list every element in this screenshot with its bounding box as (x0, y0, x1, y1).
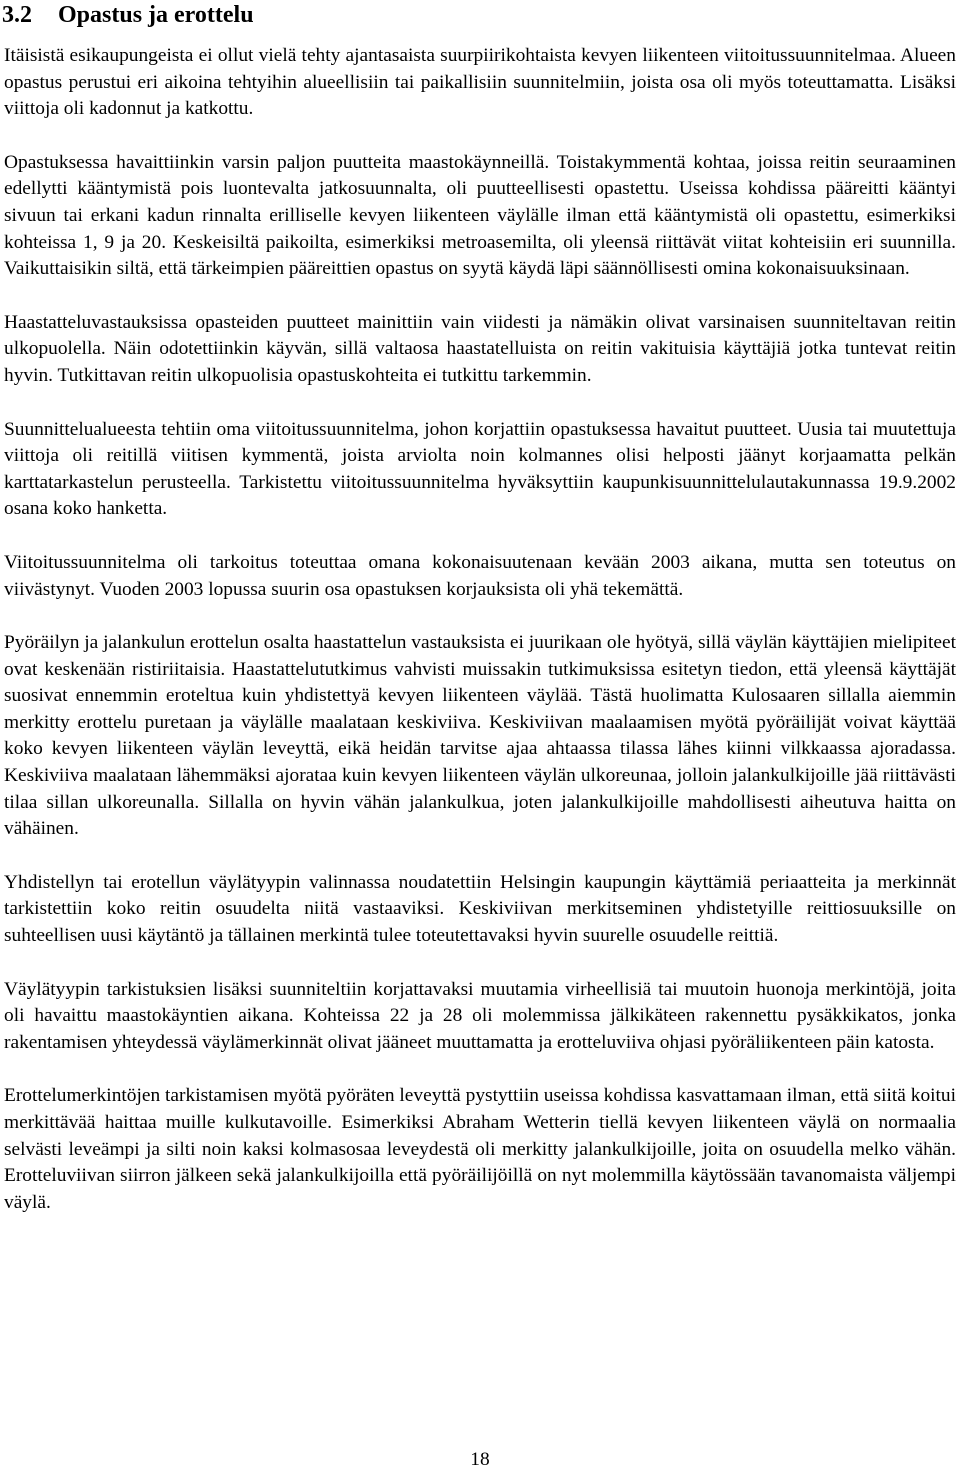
paragraph: Viitoitussuunnitelma oli tarkoitus toteuttaa omana kokonaisuutenaan kevään 2003 aikana, mutta sen toteutus on viivästynyt. Vuoden 2003 lopussa suurin osa opastuksen korjauksista oli yhä tekemättä. (4, 551, 956, 600)
paragraph: Itäisistä esikaupungeista ei ollut vielä tehty ajantasaista suurpiirikohtaista kevyen liikenteen viitoitussuunnitelmaa. Alueen opastus perustui eri aikoina tehtyihin alueellisiin tai paikallisiin suunnitelmiin, joista osa oli myös toteuttamatta. Lisäksi viittoja oli kadonnut ja katkottu. (4, 45, 956, 120)
body-text (4, 43, 956, 1243)
paragraph: Opastuksessa havaittiinkin varsin paljon puutteita maastokäynneillä. Toistakymmentä kohtaa, joissa reitin seuraaminen edellytti kääntymistä pois luontevalta jatkosuunnalta, oli puutteellisesti opastettu. Useissa kohdissa pääreitti kääntyi sivuun tai erkani kadun rinnalta erilliselle kevyen liikenteen väylälle ilman että kääntymistä oli opastettu, esimerkiksi kohteissa 1, 9 ja 20. Keskeisiltä paikoilta, esimerkiksi metroasemilta, oli yleensä riittävät viitat kohteisiin eri suunnilla. Vaikuttaisikin siltä, että tärkeimpien pääreittien opastus on syytä käydä läpi säännöllisesti omina kokonaisuuksinaan. (4, 151, 956, 280)
paragraph: Yhdistellyn tai erotellun väylätyypin valinnassa noudatettiin Helsingin kaupungin käyttämiä periaatteita ja merkinnät tarkistettiin koko reitin osuudelta niitä vastaaviksi. Keskiviivan merkitseminen yhdistetyille reittiosuuksille on suhteellisen uusi käytäntö ja tällainen merkintä tulee toteutettavaksi hyvin suurelle osuudelle reittiä. (4, 871, 956, 947)
page-number: 18 (470, 1449, 490, 1470)
paragraph: Väylätyypin tarkistuksien lisäksi suunniteltiin korjattavaksi muutamia virheellisiä tai muutoin huonoja merkintöjä, joita oli havaittu maastokäyntien aikana. Kohteissa 22 ja 28 oli molemmissa jälkikäteen rakennettu pysäkkikatos, jonka rakentamisen yhteydessä väylämerkinnät olivat jääneet muuttamatta ja erotteluviiva ohjasi pyöräliikenteen päin katosta. (4, 978, 956, 1053)
section-number: 3.2 (2, 2, 32, 28)
section-title: Opastus ja erottelu (58, 2, 254, 28)
paragraph: Haastatteluvastauksissa opasteiden puutteet mainittiin vain viidesti ja nämäkin olivat varsinaisen suunniteltavan reitin ulkopuolella. Näin odotettiinkin käyvän, sillä valtaosa haastatelluista on reitin vakituisia käyttäjiä jotka tuntevat reitin hyvin. Tutkittavan reitin ulkopuolisia opastuskohteita ei tutkittu tarkemmin. (4, 311, 956, 386)
paragraph: Pyöräilyn ja jalankulun erottelun osalta haastattelun vastauksista ei juurikaan ole hyötyä, sillä väylän käyttäjien mielipiteet ovat keskenään ristiriitaisia. Haastattelututkimus vahvisti muissakin tutkimuksissa esitetyn tiedon, että yleensä käyttäjät suosivat ennemmin eroteltua kuin yhdistettyä kevyen liikenteen väylää. Tästä huolimatta Kulosaaren sillalla aiemmin merkitty erottelu puretaan ja väylälle maalataan keskiviiva. Keskiviivan maalaamisen myötä pyöräilijät voivat käyttää koko kevyen liikenteen väylän leveyttä, eikä heidän tarvitse ajaa ahtaassa tilassa lähes kiinni vilkkaassa ajoradassa. Keskiviiva maalataan lähemmäksi ajorataa kuin kevyen liikenteen väylän ulkoreunaa, jolloin jalankulkijoille jää riittävästi tilaa sillan ulkoreunalla. Sillalla on hyvin vähän jalankulkua, joten jalankulkijoille mahdollisesti aiheutuva haitta on vähäinen. (4, 632, 956, 840)
section-heading (2, 0, 254, 30)
paragraph: Suunnittelualueesta tehtiin oma viitoitussuunnitelma, johon korjattiin opastuksessa havaitut puutteet. Uusia tai muutettuja viittoja oli reitillä viitisen kymmentä, joista arviolta noin kolmannes olisi helposti jäänyt korjaamatta pelkän karttatarkastelun perusteella. Tarkistettu viitoitussuunnitelma hyväksyttiin kaupunkisuunnittelulautakunnassa 19.9.2002 osana koko hanketta. (4, 418, 956, 520)
paragraph: Erottelumerkintöjen tarkistamisen myötä pyöräten leveyttä pystyttiin useissa kohdissa kasvattamaan ilman, että siitä koitui merkittävää haittaa muille kulkutavoille. Esimerkiksi Abraham Wetterin tiellä kevyen liikenteen väylä on normaalia selvästi leveämpi ja silti noin kaksi kolmasosaa leveydestä oli merkitty jalankulkijoille, joita on osuudella melko vähän. Erotteluviivan siirron jälkeen sekä jalankulkijoilla että pyöräilijöillä on nyt molemmilla käytössään tavanomaista väljempi väylä. (4, 1085, 956, 1213)
